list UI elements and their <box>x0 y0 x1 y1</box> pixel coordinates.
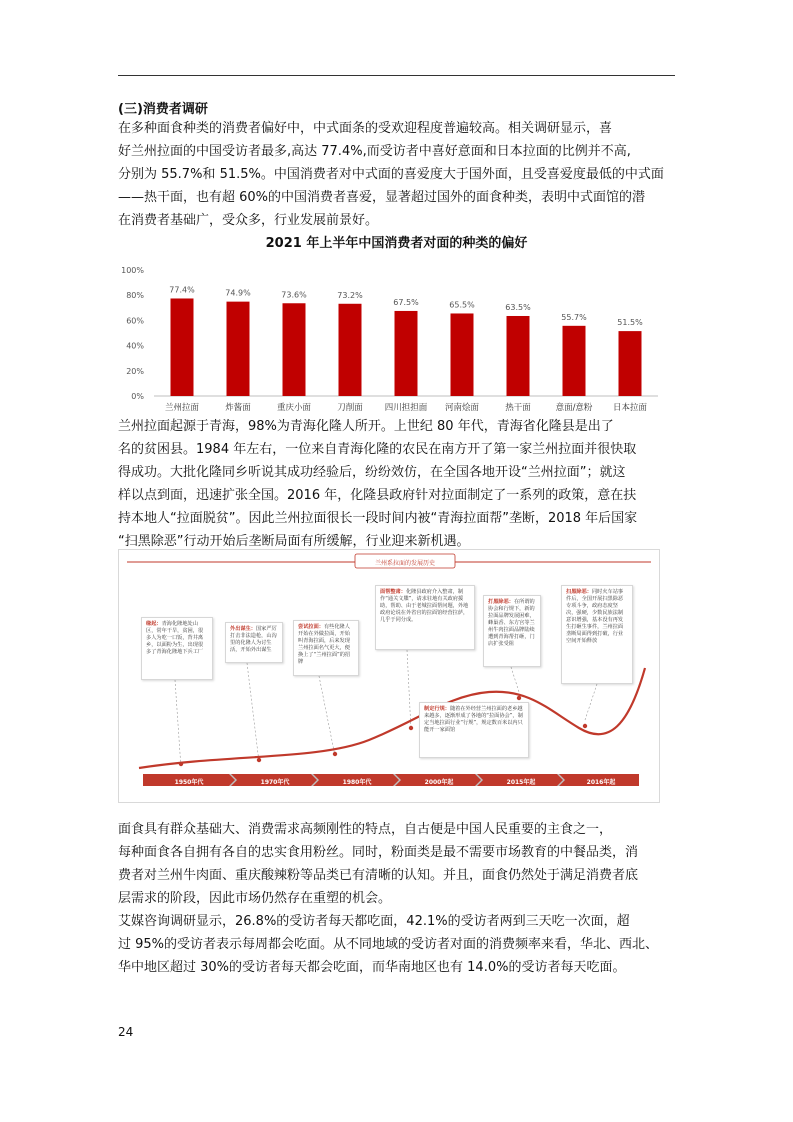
card-text: 化隆县政府介入整肃，制作“通关文牒”，请求驻地有关政府援助，帮助、由于老城拉面帮问题，外地政府论说在外省官的拉面馆经营拉萨，几乎于同分成。 <box>380 589 469 623</box>
text-line: 费者对兰州牛肉面、重庆酸辣粉等品类已有清晰的认知。并且，面食仍然处于满足消费者底 <box>118 868 639 883</box>
x-tick-label: 兰州拉面 <box>164 403 200 413</box>
timeline-card-origin <box>141 617 213 680</box>
text-line: 层需求的阶段，因此市场仍然存在重塑的机会。 <box>118 891 392 906</box>
text-line: 在消费者基础广，受众多，行业发展前景好。 <box>118 213 379 228</box>
card-heading: 扫黑除恶： <box>566 589 592 595</box>
timeline-card-rules <box>419 702 529 758</box>
card-text: 有些化隆人开始在外做拉面，开始叫青海拉面，后来发现兰州拉面名气更大，便换上了“兰州拉面”的招牌 <box>298 624 351 665</box>
text-line: 艾媒咨询调研显示，26.8%的受访者每天都吃面，42.1%的受访者两到三天吃一次面，超 <box>118 914 630 929</box>
text-line: 持本地人“拉面脱贫”。因此兰州拉面很长一段时间内被“青海拉面帮”垄断，2018 年后国家 <box>118 511 638 526</box>
bar <box>395 311 418 396</box>
data-label: 63.5% <box>505 302 531 312</box>
header-rule <box>118 75 675 76</box>
decade-label: 1970年代 <box>260 779 290 786</box>
card-heading: 外出谋生： <box>230 626 256 632</box>
card-text: 国家严厉打击非法造枪，山沟里的化隆人为讨生活，开始外出谋生 <box>230 626 277 653</box>
x-tick-label: 日本拉面 <box>612 403 648 413</box>
bar <box>451 313 474 396</box>
text-line: “扫黑除恶”行动开始后垄断局面有所缓解，行业迎来新机遇。 <box>118 534 470 549</box>
text-line: 过 95%的受访者表示每周都会吃面。从不同地域的受访者对面的消费频率来看，华北、西北、 <box>118 937 659 952</box>
text-line: 样以点到面，迅速扩张全国。2016 年，化隆县政府针对拉面制定了一系列的政策，意在扶 <box>118 488 637 503</box>
data-label: 51.5% <box>617 318 643 328</box>
paragraph-lanzhou-history <box>118 415 675 553</box>
x-tick-label: 重庆小面 <box>276 403 312 413</box>
bar <box>339 304 362 396</box>
text-line: 名的贫困县。1984 年左右，一位来自青海化隆的农民在南方开了第一家兰州拉面并很快取 <box>118 442 637 457</box>
chart-title: 2021 年上半年中国消费者对面的种类的偏好 <box>265 236 528 251</box>
y-tick-label: 40% <box>126 341 144 351</box>
bar <box>171 298 194 396</box>
timeline-card-try-noodles <box>293 620 359 676</box>
lanzhou-noodle-history-timeline <box>118 549 660 803</box>
data-label: 65.5% <box>449 300 475 310</box>
timeline-card-regulation <box>375 585 475 650</box>
text-line: 得成功。大批化隆同乡听说其成功经验后，纷纷效仿，在全国各地开设“兰州拉面”；就这 <box>118 465 626 480</box>
card-heading: 缘起： <box>146 621 162 627</box>
noodle-preference-bar-chart <box>118 258 675 418</box>
card-text: 青海化隆地处山区，常年干旱，贫困，很多人为吃一口饭，背井离乡，以面粉为生，出现很多了青海化隆地下兵工厂 <box>146 621 204 655</box>
decade-label: 2000年起 <box>424 779 454 786</box>
paragraph-consumer-survey <box>118 117 675 232</box>
data-label: 73.6% <box>281 290 307 300</box>
y-tick-label: 100% <box>121 266 144 275</box>
card-heading: 尝试拉面： <box>298 624 324 630</box>
card-heading: 面帮整肃： <box>380 589 406 595</box>
text-line: 华中地区超过 30%的受访者每天都会吃面，而华南地区也有 14.0%的受访者每天吃面。 <box>118 960 626 975</box>
x-tick-label: 四川担担面 <box>384 403 428 413</box>
section-title: (三)消费者调研 <box>118 102 208 117</box>
text-line: 兰州拉面起源于青海，98%为青海化隆人所开。上世纪 80 年代，青海省化隆县是出了 <box>118 419 614 434</box>
x-tick-label: 河南烩面 <box>444 403 480 413</box>
data-label: 73.2% <box>337 290 363 300</box>
x-tick-label: 炸酱面 <box>225 403 251 413</box>
decade-label: 2016年起 <box>586 779 616 786</box>
card-text: 同时火车站事件后，全国开展扫黑除恶专项斗争，政府态度坚决，强硬，少数民族法制意识增强，基本没有再发生打砸生事件，兰州拉面垄断局面得到打破，行业空间开始释放 <box>566 589 624 644</box>
card-text: 随着在外经营兰州拉面的老乡越来越多，逐渐形成了各地的“拉面协会”，制定当地拉面行业“行规”，规定数百米以内只能开一家面馆 <box>424 706 523 733</box>
card-heading: 制定行规： <box>424 706 450 712</box>
bar <box>619 331 642 396</box>
card-text: 在所谓的协会和行规下，新的拉面品牌发展困难，蜂巢香、东方宫等兰州牛肉拉面品牌陆续遭到青海帮打砸，门店扩张受阻 <box>488 599 535 647</box>
data-label: 74.9% <box>225 288 251 298</box>
text-line: ——热干面，也有超 60%的中国消费者喜爱，显著超过国外的面食种类，表明中式面馆的潜 <box>118 190 646 205</box>
text-line: 好兰州拉面的中国受访者最多,高达 77.4%,而受访者中喜好意面和日本拉面的比例并不高, <box>118 144 631 159</box>
text-line: 面食具有群众基础大、消费需求高频刚性的特点，自古便是中国人民重要的主食之一， <box>118 822 613 837</box>
data-label: 55.7% <box>561 312 587 322</box>
card-heading: 打黑除恶： <box>488 599 514 605</box>
bar <box>283 303 306 396</box>
y-tick-label: 20% <box>126 366 144 376</box>
y-tick-label: 60% <box>126 316 144 326</box>
bar <box>507 316 530 396</box>
decade-label: 2015年起 <box>506 779 536 786</box>
y-tick-label: 80% <box>126 291 144 301</box>
decade-label: 1980年代 <box>342 779 372 786</box>
text-line: 分别为 55.7%和 51.5%。中国消费者对中式面的喜爱度大于国外面，且受喜爱度最低的中式面 <box>118 167 664 182</box>
x-tick-label: 刀削面 <box>337 403 363 413</box>
text-line: 在多种面食种类的消费者偏好中，中式面条的受欢迎程度普遍较高。相关调研显示，喜 <box>118 121 613 136</box>
text-line: 每种面食各自拥有各自的忠实食用粉丝。同时，粉面类是最不需要市场教育的中餐品类，消 <box>118 845 639 860</box>
bar <box>563 326 586 396</box>
paragraph-market-analysis <box>118 818 675 979</box>
data-label: 67.5% <box>393 297 419 307</box>
x-tick-label: 热干面 <box>505 403 531 413</box>
bar <box>227 302 250 396</box>
page-number: 24 <box>118 1025 134 1039</box>
data-label: 77.4% <box>169 285 195 295</box>
timeline-card-leave-home <box>225 622 283 663</box>
decade-label: 1950年代 <box>174 779 204 786</box>
timeline-card-anti-gang <box>561 585 633 684</box>
timeline-title: 兰州系拉面的发展历史 <box>374 560 435 567</box>
y-tick-label: 0% <box>131 392 144 401</box>
timeline-card-crackdown <box>483 595 541 667</box>
x-tick-label: 意面/意粉 <box>555 403 593 413</box>
